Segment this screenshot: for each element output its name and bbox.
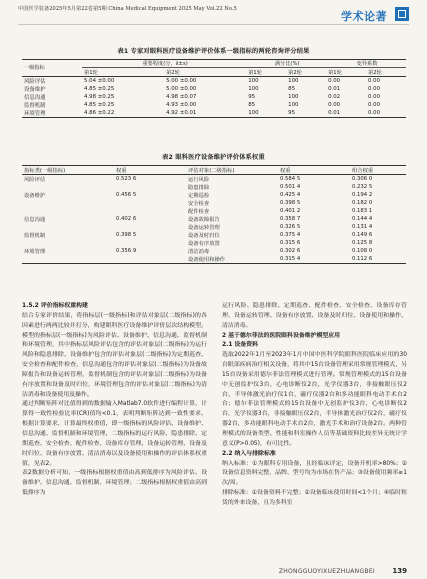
section-heading: 2.1 设备资料 — [222, 342, 259, 349]
table-cell: 4.86 ±0.22 — [82, 109, 164, 118]
table-row — [22, 175, 406, 184]
table-cell: 0.01 — [328, 85, 341, 92]
body-paragraph: 排除标准：①设备资料不完整；②设备临床使用时间<1个月；④临时租赁的外来设备，且为多科室 — [222, 490, 407, 506]
table2-header-row — [22, 166, 406, 175]
table2-header-cell: 权重 — [278, 166, 350, 175]
section-heading: 2.2 纳入与排除标准 — [222, 450, 276, 457]
table-cell: 0.183 1 — [352, 208, 373, 214]
section-logo: 学术论著 — [341, 10, 387, 23]
table-cell: 0.125 8 — [352, 240, 373, 246]
table-cell: 100 — [288, 101, 299, 108]
table-cell: 0.425 4 — [280, 192, 301, 198]
table-cell: 0.315 6 — [280, 240, 301, 246]
body-paragraph: 运行风险、隐患排除、定期巡查、配件检查、安全检查、设备库存管理、设备运转管理、设备有序放置、设备及时归位、设备使用和操作、清洁消毒。 — [222, 303, 407, 329]
table-cell — [114, 239, 186, 247]
table-row — [22, 85, 406, 93]
table-cell: 0.00 — [368, 85, 381, 92]
section-logo-icon — [395, 7, 409, 21]
body-paragraph: 纳入标准：①为眼科专用设备，且经临床评定，设备开机率>80%；②设备信息资料完整，品牌、型号均为市场在售产品；③设备使用频率≥1次/周。 — [222, 460, 407, 487]
table-cell: 监督机制 — [24, 102, 46, 109]
table2-header-cell: 评估对象(二级指标) — [186, 166, 278, 175]
table-row — [22, 76, 406, 85]
table-cell: 100 — [248, 77, 259, 84]
table-cell: 0.398 5 — [280, 200, 301, 206]
table-cell: 85 — [288, 85, 295, 92]
table-cell: 4.85 ±0.25 — [84, 85, 115, 92]
table-cell — [22, 255, 114, 264]
table1-header-cell: 一级指标 — [22, 60, 82, 77]
table1-header-cell: 第2轮 — [366, 68, 406, 76]
table-cell: 0.182 0 — [352, 200, 373, 206]
table-cell: 清洁消毒 — [188, 249, 210, 255]
table-cell: 0.00 — [368, 77, 381, 84]
table-cell: 95 — [286, 109, 326, 118]
table-row — [22, 239, 406, 247]
table-cell: 0.402 6 — [116, 216, 137, 222]
body-paragraph: 结合专家评价结果，将指标层(一级指标)和评估对象层(二级指标)的各因素进行两两比较并打分，构建眼科医疗设备维护评价层次结构模型。模型的指标层(一级指标)为风险评估、设备维护、信息沟通、监督机制和环境管理，其中指标层风险评估包含的评估对象层(二级指标)为运行风险和隐患排除，设备维护包含的评估对象层(二级指标)为定期巡查、安全检查和配件检查，信息沟通包含的评估对象层(二级指标)为设备故障报告和设备运转管理，监督机制包含的评估对象层(二级指标)为设备有序放置和设备及时归位，环境管理包含的评估对象层(二级指标)为清洁消毒和设备使用及操作。 — [22, 312, 207, 398]
table1-header-cell: 第2轮 — [286, 68, 326, 76]
table-cell: 0.358 7 — [280, 216, 301, 222]
section-heading: 2 基于德尔菲法的医院眼科设备维护模型应用 — [222, 332, 341, 339]
table-row — [22, 247, 406, 255]
table-cell — [22, 239, 114, 247]
table-cell: 0.375 4 — [280, 232, 301, 238]
table-cell: 定期巡检 — [188, 193, 210, 199]
table-cell: 0.326 5 — [280, 224, 301, 230]
page-header — [0, 0, 427, 44]
table-row — [22, 207, 406, 215]
table1-header-cell: 变异系数 — [326, 60, 406, 68]
table-cell: 95 — [248, 93, 256, 100]
page-number: 139 — [392, 567, 407, 575]
table-cell: 运行风险 — [188, 177, 210, 183]
table-cell — [22, 223, 114, 231]
table-cell: 信息沟通 — [24, 94, 46, 101]
table-cell: 4.85 ±0.25 — [84, 101, 115, 108]
table-cell: 85 — [248, 101, 256, 108]
table1-header-cell: 满分比(%) — [246, 60, 326, 68]
table-cell: 信息沟通 — [24, 217, 46, 223]
table-cell: 0.356 9 — [116, 248, 137, 254]
table1-header-cell: 第1轮 — [246, 68, 286, 76]
table-cell: 0.501 4 — [280, 184, 301, 190]
right-text-column — [222, 302, 407, 509]
table-cell: 100 — [288, 77, 299, 84]
table-cell: 0.456 5 — [116, 192, 137, 198]
table-cell: 风险评估 — [24, 177, 46, 183]
table-cell: 环境管理 — [24, 249, 46, 255]
table-row — [22, 231, 406, 239]
table-cell: 设备运转管理 — [188, 225, 220, 231]
table-row — [22, 255, 406, 264]
table2 — [22, 165, 406, 264]
table-cell: 0.00 — [368, 101, 381, 108]
journal-header-text: 中国医学装备2025年5月第22卷第5期 China Medical Equipment 2025 May Vol.22 No.5 — [18, 6, 237, 12]
table-row — [22, 93, 406, 101]
table-row — [22, 109, 406, 118]
table-cell: 100 — [288, 93, 299, 100]
table-cell: 0.315 4 — [278, 255, 350, 264]
table-cell: 0.112 6 — [350, 255, 406, 264]
table-cell — [22, 199, 114, 207]
table-cell — [114, 183, 186, 191]
table-cell: 5.00 ±0.00 — [166, 85, 197, 92]
table-cell — [114, 223, 186, 231]
table-row — [22, 199, 406, 207]
table1-header-cell: 第1轮 — [326, 68, 366, 76]
table-row — [22, 183, 406, 191]
table-cell: 100 — [248, 85, 259, 92]
table2-header-cell: 组合权重 — [350, 166, 406, 175]
body-paragraph: 选取2022年1月至2023年1月中国中医科学院眼科医院临床应用的30台眼部疾病治疗相关设备，将其中15台设备管理采用常规管理模式，另15台设备采用德尔菲法管理模式进行管理。常规管理模式的15台设备中无创监护仪3台，心电诊断仪2台，光学仪器3台，非接触眼压仪2台，半导体激光治疗仪1台，磁疗仪器2台和多功能眼科电动手术台2台；德尔菲法管理模式的15台设备中无创监护仪3台，心电诊断仪2台，光学仪器3台，非接触眼压仪2台，半导体激光治疗仪2台，磁疗仪器2台，多功能眼科电动手术台2台，激光手术和治疗设备2台。两种管理模式的设备类型、性能和科室操作人员等基础资料比较差异无统计学意义(P>0.05)，有可比性。 — [222, 352, 407, 447]
table-cell: 0.00 — [328, 101, 341, 108]
table-cell: 0.398 5 — [116, 232, 137, 238]
table-cell — [114, 199, 186, 207]
body-paragraph: 通过判断矩阵对比值得到的数据输入Matlab7.0软件进行编程计算，计算得一致性检验比率(CR)值均<0.1，表明判断矩阵达到一致性要求。根据计算要求，计算最终权重值，即一级指标的风险评估、设备维护、信息沟通、监督机制和环境管理，二级指标的运行风险、隐患排除、定期巡查、安全检查、配件检查、设备库存管理、设备运转管理、设备及时归位、设备有序放置、清洁消毒以及设备使用和操作的评估体系权重值，见表2。 — [22, 401, 207, 467]
table-row — [22, 223, 406, 231]
table-cell: 0.144 4 — [352, 216, 373, 222]
table-cell: 设备维护 — [24, 193, 46, 199]
table-cell: 设备故障报告 — [188, 217, 220, 223]
table-cell: 设备有序放置 — [188, 241, 220, 247]
table-cell: 5.04 ±0.00 — [84, 77, 115, 84]
table2-header-cell: 权重 — [114, 166, 186, 175]
table-cell — [22, 183, 114, 191]
left-text-column — [22, 302, 207, 499]
table-cell — [22, 207, 114, 215]
table-cell: 监督机制 — [24, 233, 46, 239]
table-cell: 0.232 5 — [352, 184, 373, 190]
footer-journal-name: ZHONGGUOYIXUEZHUANGBEI — [278, 568, 375, 575]
table-cell: 0.523 6 — [116, 176, 137, 182]
table-cell: 0.01 — [326, 109, 366, 118]
table-row — [22, 191, 406, 199]
table1 — [22, 59, 406, 118]
table-cell: 安全检查 — [188, 201, 210, 207]
table-cell: 0.00 — [368, 93, 381, 100]
table-cell: 0.194 2 — [352, 192, 373, 198]
table-cell: 4.93 ±0.00 — [166, 101, 197, 108]
table1-header-cell: 第2轮 — [164, 68, 246, 76]
table-cell: 0.302 6 — [280, 248, 301, 254]
table-cell: 风险评估 — [24, 78, 46, 85]
table-cell — [114, 255, 186, 264]
table-cell: 100 — [246, 109, 286, 118]
table1-header-cell: 重要程度(分，x̄±s) — [82, 60, 246, 68]
table-cell: 0.306 0 — [352, 176, 373, 182]
table-cell: 0.149 6 — [352, 232, 373, 238]
table-cell: 隐患排除 — [188, 185, 210, 191]
table-cell: 5.00 ±0.00 — [166, 77, 197, 84]
table1-caption: 表1 专家对眼科医疗设备维护评价体系一级指标的两轮咨询评分结果 — [117, 48, 310, 55]
table-cell: 0.00 — [366, 109, 406, 118]
table-cell: 设备维护 — [24, 86, 46, 93]
page-footer — [0, 566, 427, 579]
header-rule — [18, 24, 409, 25]
section-heading: 1.5.2 评价指标权重构建 — [22, 303, 88, 309]
table2-caption: 表2 眼科医疗设备维护评价体系权重 — [162, 154, 265, 161]
table1-header-row — [22, 60, 406, 68]
table-cell — [114, 207, 186, 215]
table-cell: 0.401 2 — [280, 208, 301, 214]
table-cell: 设备使用和操作 — [186, 255, 278, 264]
table-cell: 设备及时归位 — [188, 233, 220, 239]
table-cell: 0.02 — [328, 93, 341, 100]
table-cell: 配件检查 — [188, 209, 210, 215]
table-cell: 0.00 — [328, 77, 341, 84]
table-row — [22, 101, 406, 109]
table-row — [22, 215, 406, 223]
table-cell: 4.98 ±0.07 — [166, 93, 197, 100]
table-cell: 环境管理 — [22, 109, 82, 118]
body-paragraph: 表2数据分析可知，一级指标根据权重值由高到低排序为风险评估、设备维护、信息沟通、监督机制、环境管理；二级指标根据权重值由高到低排序为 — [22, 470, 207, 497]
table1-header-cell: 第1轮 — [82, 68, 164, 76]
table-cell: 0.108 0 — [352, 248, 373, 254]
table-cell: 0.584 5 — [280, 176, 301, 182]
table2-header-cell: 指标类(一级指标) — [22, 166, 114, 175]
table-cell: 4.92 ±0.01 — [164, 109, 246, 118]
table-cell: 4.98 ±0.25 — [84, 93, 115, 100]
table-cell: 0.131 4 — [352, 224, 373, 230]
